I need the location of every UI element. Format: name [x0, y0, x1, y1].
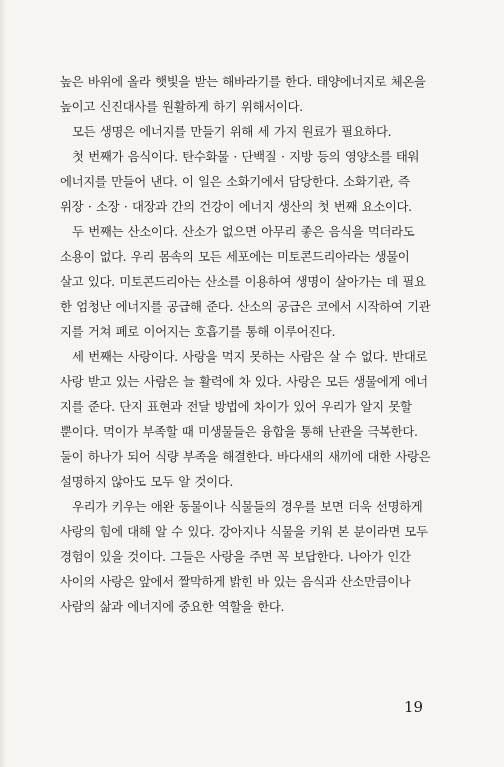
- text-line: 에너지를 만들어 낸다. 이 일은 소화기에서 담당한다. 소화기관, 즉: [60, 174, 410, 189]
- body-text: [60, 69, 460, 619]
- text-line: 소용이 없다. 우리 몸속의 모든 세포에는 미토콘드리아라는 생물이: [60, 249, 410, 264]
- text-line: 사이의 사랑은 앞에서 짤막하게 밝힌 바 있는 음식과 산소만큼이나: [60, 574, 411, 589]
- text-line: 설명하지 않아도 모두 알 것이다.: [60, 474, 233, 489]
- text-line: 위장 · 소장 · 대장과 간의 건강이 에너지 생산의 첫 번째 요소이다.: [60, 199, 412, 214]
- text-line: 사랑의 힘에 대해 알 수 있다. 강아지나 식물을 키워 본 분이라면 모두: [60, 524, 428, 539]
- page-edge: [0, 0, 6, 767]
- paragraph-start-line: 첫 번째가 음식이다. 탄수화물 · 단백질 · 지방 등의 영양소를 태워: [72, 149, 420, 164]
- text-line: 지를 준다. 단지 표현과 전달 방법에 차이가 있어 우리가 알지 못할: [60, 399, 412, 414]
- text-line: 지를 거쳐 폐로 이어지는 호흡기를 통해 이루어진다.: [60, 324, 336, 339]
- paragraph-start-line: 세 번째는 사랑이다. 사랑을 먹지 못하는 사람은 살 수 없다. 반대로: [72, 349, 428, 364]
- text-line: 사람의 삶과 에너지에 중요한 역할을 한다.: [60, 599, 285, 614]
- text-line: 뿐이다. 먹이가 부족할 때 미생물들은 융합을 통해 난관을 극복한다.: [60, 424, 418, 439]
- text-line: 살고 있다. 미토콘드리아는 산소를 이용하여 생명이 살아가는 데 필요: [60, 274, 426, 289]
- text-line: 경험이 있을 것이다. 그들은 사랑을 주면 꼭 보답한다. 나아가 인간: [60, 549, 411, 564]
- text-line: 한 엄청난 에너지를 공급해 준다. 산소의 공급은 코에서 시작하여 기관: [60, 299, 431, 314]
- text-line: 높이고 신진대사를 원활하게 하기 위해서이다.: [60, 99, 303, 114]
- text-line: 높은 바위에 올라 햇빛을 받는 해바라기를 한다. 태양에너지로 체온을: [60, 74, 426, 89]
- paragraph-start-line: 두 번째는 산소이다. 산소가 없으면 아무리 좋은 음식을 먹더라도: [72, 224, 415, 239]
- page-number: 19: [404, 698, 424, 716]
- text-line: 사랑 받고 있는 사람은 늘 활력에 차 있다. 사랑은 모든 생물에게 에너: [60, 374, 428, 389]
- text-line: 둘이 하나가 되어 식량 부족을 해결한다. 바다새의 새끼에 대한 사랑은: [60, 449, 431, 464]
- paragraph-start-line: 우리가 키우는 애완 동물이나 식물들의 경우를 보면 더욱 선명하게: [72, 499, 423, 514]
- paragraph-start-line: 모든 생명은 에너지를 만들기 위해 세 가지 원료가 필요하다.: [72, 124, 392, 139]
